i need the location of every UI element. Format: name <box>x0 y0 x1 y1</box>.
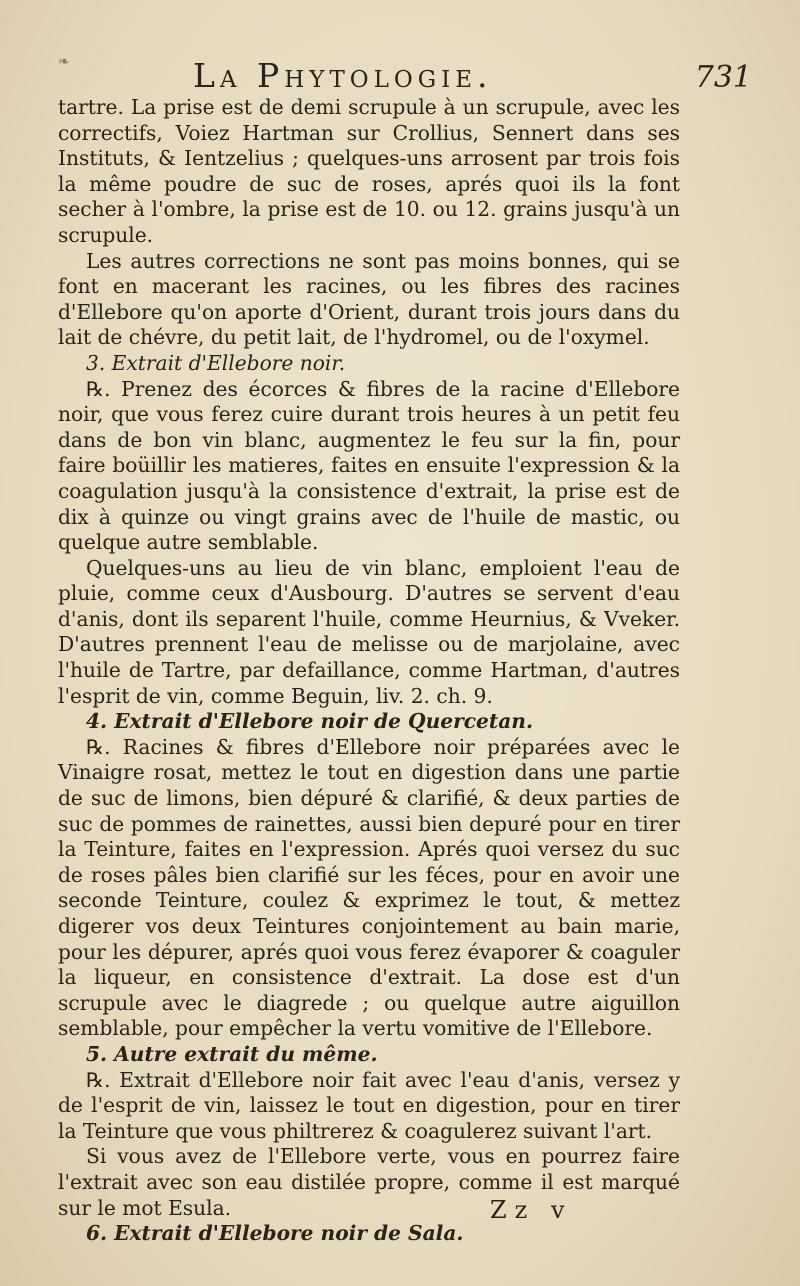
corner-mark: ❧ <box>58 54 70 70</box>
paragraph: ℞. Extrait d'Ellebore noir fait avec l'eau d'anis, versez y de l'esprit de vin, laissez le tout en digestion, pour en tirer la Teinture que vous philtrerez & coagulerez suivant l'art. <box>58 1067 680 1143</box>
page-header <box>58 50 760 100</box>
page-number: 731 <box>694 60 752 95</box>
paragraph: ℞. Racines & fibres d'Ellebore noir préparées avec le Vinaigre rosat, mettez le tout en digestion dans une partie de suc de limons, bien dépuré & clarifié, & deux parties de suc de pommes de rainettes, aussi bien depuré pour en tirer la Teinture, faites en l'expression. Aprés quoi versez du suc de roses pâles bien clarifié sur les féces, pour en avoir une seconde Teinture, coulez & exprimez le tout, & mettez digerer vos deux Teintures conjointement au bain marie, pour les dépurer, aprés quoi vous ferez évaporer & coaguler la liqueur, en consistence d'extrait. La dose est d'un scrupule avec le diagrede ; ou quelque autre aiguillon semblable, pour empêcher la vertu vomitive de l'Ellebore. <box>58 734 680 1041</box>
paragraph: Si vous avez de l'Ellebore verte, vous en pourrez faire l'extrait avec son eau distilée propre, comme il est marqué sur le mot Esula. <box>58 1144 680 1220</box>
paragraph: Les autres corrections ne sont pas moins bonnes, qui se font en macerant les racines, ou les fibres des racines d'Ellebore qu'on aporte d'Orient, durant trois jours dans du lait de chévre, du petit lait, de l'hydromel, ou de l'oxymel. <box>58 248 680 350</box>
paragraph: tartre. La prise est de demi scrupule à un scrupule, avec les correctifs, Voiez Hartman sur Crollius, Sennert dans ses Instituts, & Ientzelius ; quelques-uns arrosent par trois fois la même poudre de suc de roses, aprés quoi ils la font secher à l'ombre, la prise est de 10. ou 12. grains jusqu'à un scrupule. <box>58 95 680 247</box>
signature-mark: Zz v <box>490 1196 573 1224</box>
section-heading: 3. Extrait d'Ellebore noir. <box>86 350 346 375</box>
paragraph: Quelques-uns au lieu de vin blanc, emploient l'eau de pluie, comme ceux d'Ausbourg. D'autres se servent d'eau d'anis, dont ils separent l'huile, comme Heurnius, & Vveker. D'autres prennent l'eau de melisse ou de marjolaine, avec l'huile de Tartre, par defaillance, comme Hartman, d'autres l'esprit de vin, comme Beguin, liv. 2. ch. 9. <box>58 555 680 708</box>
section-heading: 4. Extrait d'Ellebore noir de Quercetan. <box>86 709 533 734</box>
body-text <box>58 95 680 1247</box>
running-title: La Phytologie. <box>193 56 493 95</box>
section-heading: 5. Autre extrait du même. <box>86 1041 378 1066</box>
paragraph: ℞. Prenez des écorces & fibres de la racine d'Ellebore noir, que vous ferez cuire durant trois heures à un petit feu dans de bon vin blanc, augmentez le feu sur la fin, pour faire boüillir les matieres, faites en ensuite l'expression & la coagulation jusqu'à la consistence d'extrait, la prise est de dix à quinze ou vingt grains avec de l'huile de mastic, ou quelque autre semblable. <box>58 376 680 555</box>
section-heading: 6. Extrait d'Ellebore noir de Sala. <box>86 1221 464 1246</box>
